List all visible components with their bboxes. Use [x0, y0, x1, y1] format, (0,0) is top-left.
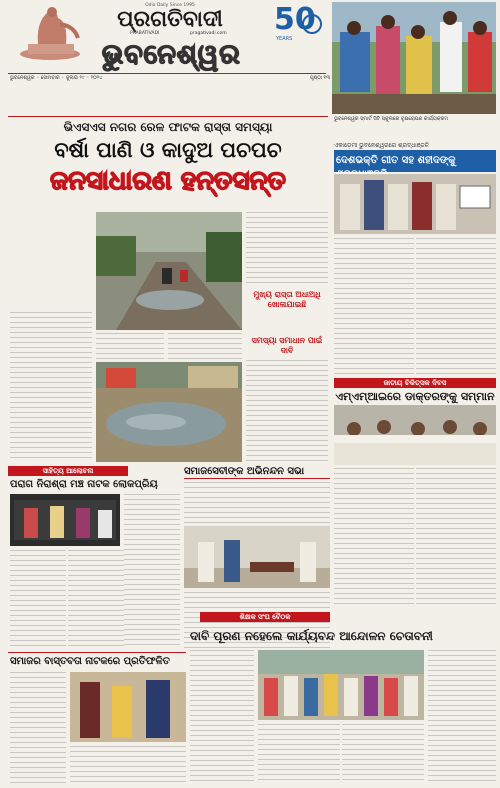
- anniversary-word: YEARS: [276, 36, 293, 42]
- bottom-right-col1: [190, 650, 254, 784]
- bottom-left-rule: [8, 652, 186, 653]
- bottom-right-col4: [428, 650, 496, 784]
- bottom-left-col2: [70, 746, 186, 784]
- masthead-tagline: Odia Daily Since 1995: [145, 3, 195, 8]
- mid-story-headline: ସମାଜସେବୀଙ୍କ ଅଭିନନ୍ଦନ ସଭା: [184, 466, 330, 479]
- dateline-rule: [8, 73, 326, 74]
- bottom-left-col1: [10, 672, 66, 784]
- paper-name-logo: ପ୍ରଗତିବାଦୀ: [117, 7, 223, 32]
- bottom-left-headline: ସମାଜର ବାସ୍ତବତା ନାଟକରେ ପ୍ରତିଫଳିତ: [10, 656, 170, 667]
- left-story-col1: [10, 550, 66, 648]
- lead-body-col1: [10, 312, 92, 462]
- right-story-kicker: ଏକାଡ଼େମୀ ଭୁବନେଶ୍ୱରରେ ଶ୍ରଦ୍ଧାଞ୍ଜଳି: [334, 142, 429, 149]
- right-story2-col1: [334, 468, 414, 608]
- lead-body-col4: [246, 212, 328, 286]
- right-story2-kicker: ଜାତୀୟ ଚିକିତ୍ସକ ଦିବସ: [334, 378, 496, 388]
- lead-body-col2: [96, 333, 164, 361]
- right-story-headline: ଦେଶଭକ୍ତି ଗୀତ ସହ ଶହୀଦଙ୍କୁ: [336, 155, 456, 166]
- bottom-left-photo: [70, 672, 186, 742]
- right-story-col2: [416, 238, 496, 374]
- dateline: ଭୁବନେଶ୍ୱର ◦ ସୋମବାର ◦ ଜୁଲାଇ ୨୯ ◦ ୨୦୨୪: [10, 75, 103, 81]
- left-story-col2: [68, 550, 124, 648]
- bottom-right-headline: ଦାବି ପୂରଣ ନହେଲେ କାର୍ଯ୍ୟବନ୍ଦ ଆନ୍ଦୋଳନ ଚେତାବନୀ: [190, 629, 433, 643]
- top-right-photo: [332, 2, 496, 114]
- left-story-kicker: ସାହିତ୍ୟ ଆଲୋଚନା: [8, 466, 128, 476]
- left-story-col3: [124, 494, 180, 648]
- lead-top-rule: [8, 116, 328, 117]
- mid-story-col1: [184, 482, 330, 524]
- left-story-headline: ପରାଗ ନିରାଶ୍ରା ମଞ୍ଚ ନାଟକ ଲୋକପ୍ରିୟ: [10, 479, 158, 490]
- lead-headline-1: ବର୍ଷା ପାଣି ଓ କାଦୁଅ ପଚପଚ: [54, 138, 282, 162]
- bottom-right-photo: [258, 650, 424, 720]
- bottom-right-col3: [342, 724, 424, 784]
- lead-side-head-2: ସମସ୍ୟା ସମାଧାନ ପାଇଁ ଦାବି: [251, 336, 323, 355]
- mid-story-photo: [184, 526, 330, 588]
- paper-name-latin: PRABATIVADI: [130, 31, 160, 36]
- lead-photo-waterlogged: [96, 362, 242, 462]
- lead-headline-2: ଜନସାଧାରଣ ହନ୍ତସନ୍ତ: [50, 166, 286, 196]
- lead-body-col3: [168, 333, 242, 361]
- right-story2-photo: [334, 405, 496, 465]
- bottom-right-kicker: ଶିକ୍ଷକ ସଂଘ ବୈଠକ: [200, 612, 330, 622]
- page-number: ପୃଷ୍ଠା ୧୩: [309, 75, 330, 81]
- right-story2-headline: ଏମ୍‌ଏମ୍‌ଆଇରେ ଡାକ୍ତରଙ୍କୁ ସମ୍ମାନ: [335, 390, 495, 403]
- lead-kicker: ଭିଏସଏସ ନଗର ରେଳ ଫାଟକ ରାସ୍ତା ସମସ୍ୟା: [63, 120, 273, 134]
- lead-photo-road: [96, 212, 242, 330]
- paper-url: pragativadi.com: [190, 31, 227, 36]
- top-photo-caption: ଭୁବନେଶ୍ୱର ସ୍ମାର୍ଟ ସିଟି ସ୍କୁଲରେ ବୃକ୍ଷରୋପଣ କାର୍ଯ୍ୟକ୍ରମ: [334, 116, 449, 122]
- masthead-statue-photo: [8, 2, 98, 64]
- lead-side-head-1: ମୁଖ୍ୟ ରାସ୍ତା ଅଧାଅଧି ଖୋଳାଯାଇଛି: [253, 290, 321, 309]
- anniversary-number: 50: [274, 2, 316, 37]
- bottom-right-col2: [258, 724, 340, 784]
- lead-body-col5: [246, 360, 328, 462]
- left-story-photo: [10, 494, 120, 546]
- right-story2-col2: [416, 468, 496, 608]
- wheel-emblem-icon: [302, 14, 322, 34]
- right-story-photo: [334, 174, 496, 234]
- right-story-col1: [334, 238, 414, 374]
- section-title: ଭୁବନେଶ୍ୱର: [102, 39, 241, 70]
